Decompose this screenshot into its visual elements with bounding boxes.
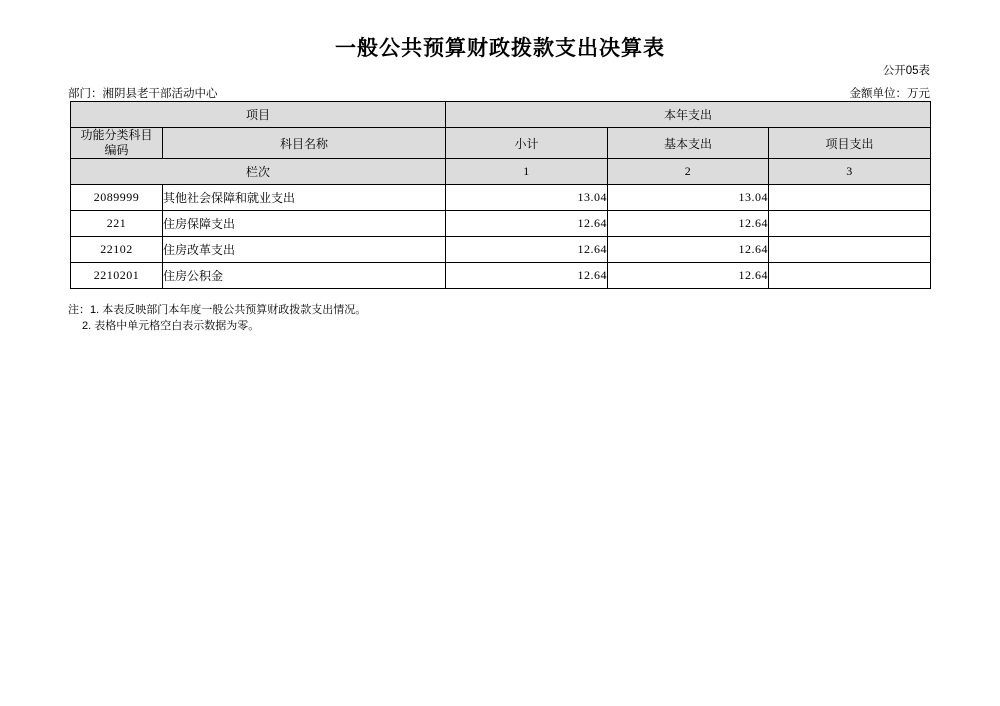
row-subtotal: 13.04 xyxy=(446,185,608,211)
group-header-current-year: 本年支出 xyxy=(446,102,931,128)
row-subtotal: 12.64 xyxy=(446,211,608,237)
note-line-2: 2. 表格中单元格空白表示数据为零。 xyxy=(82,320,260,332)
table-row xyxy=(71,185,931,211)
column-header-function-code-line1: 功能分类科目 xyxy=(80,128,153,142)
column-index-label: 栏次 xyxy=(71,159,446,185)
row-subject-name: 住房保障支出 xyxy=(163,211,446,237)
row-basic-expenditure: 12.64 xyxy=(608,211,769,237)
table-column-index-row xyxy=(71,159,931,185)
row-basic-expenditure: 12.64 xyxy=(608,237,769,263)
note-line-1: 注：1. 本表反映部门本年度一般公共预算财政拨款支出情况。 xyxy=(68,304,367,316)
column-header-subject-name: 科目名称 xyxy=(163,128,446,159)
table-row xyxy=(71,237,931,263)
column-header-function-code-line2: 编码 xyxy=(104,143,129,157)
column-header-subtotal: 小计 xyxy=(446,128,608,159)
page-title: 一般公共预算财政拨款支出决算表 xyxy=(335,37,665,60)
row-function-code: 2089999 xyxy=(71,185,163,211)
row-function-code: 22102 xyxy=(71,237,163,263)
row-basic-expenditure: 13.04 xyxy=(608,185,769,211)
table-column-header-row xyxy=(71,128,931,159)
row-function-code: 2210201 xyxy=(71,263,163,289)
budget-expenditure-table xyxy=(70,101,931,289)
amount-unit-label: 金额单位：万元 xyxy=(849,88,930,100)
row-project-expenditure xyxy=(769,185,931,211)
column-index-basic: 2 xyxy=(608,159,769,185)
column-index-subtotal: 1 xyxy=(446,159,608,185)
row-subtotal: 12.64 xyxy=(446,263,608,289)
row-project-expenditure xyxy=(769,263,931,289)
row-subject-name: 其他社会保障和就业支出 xyxy=(163,185,446,211)
row-subtotal: 12.64 xyxy=(446,237,608,263)
table-notes xyxy=(68,302,366,334)
table-row xyxy=(71,263,931,289)
row-subject-name: 住房公积金 xyxy=(163,263,446,289)
row-project-expenditure xyxy=(769,211,931,237)
row-subject-name: 住房改革支出 xyxy=(163,237,446,263)
column-header-function-code xyxy=(71,128,163,159)
form-code: 公开05表 xyxy=(882,65,930,77)
column-index-project: 3 xyxy=(769,159,931,185)
group-header-item: 项目 xyxy=(71,102,446,128)
row-project-expenditure xyxy=(769,237,931,263)
row-function-code: 221 xyxy=(71,211,163,237)
table-group-header-row xyxy=(71,102,931,128)
column-header-basic-expenditure: 基本支出 xyxy=(608,128,769,159)
row-basic-expenditure: 12.64 xyxy=(608,263,769,289)
table-row xyxy=(71,211,931,237)
department-label: 部门：湘阴县老干部活动中心 xyxy=(68,88,218,100)
column-header-project-expenditure: 项目支出 xyxy=(769,128,931,159)
